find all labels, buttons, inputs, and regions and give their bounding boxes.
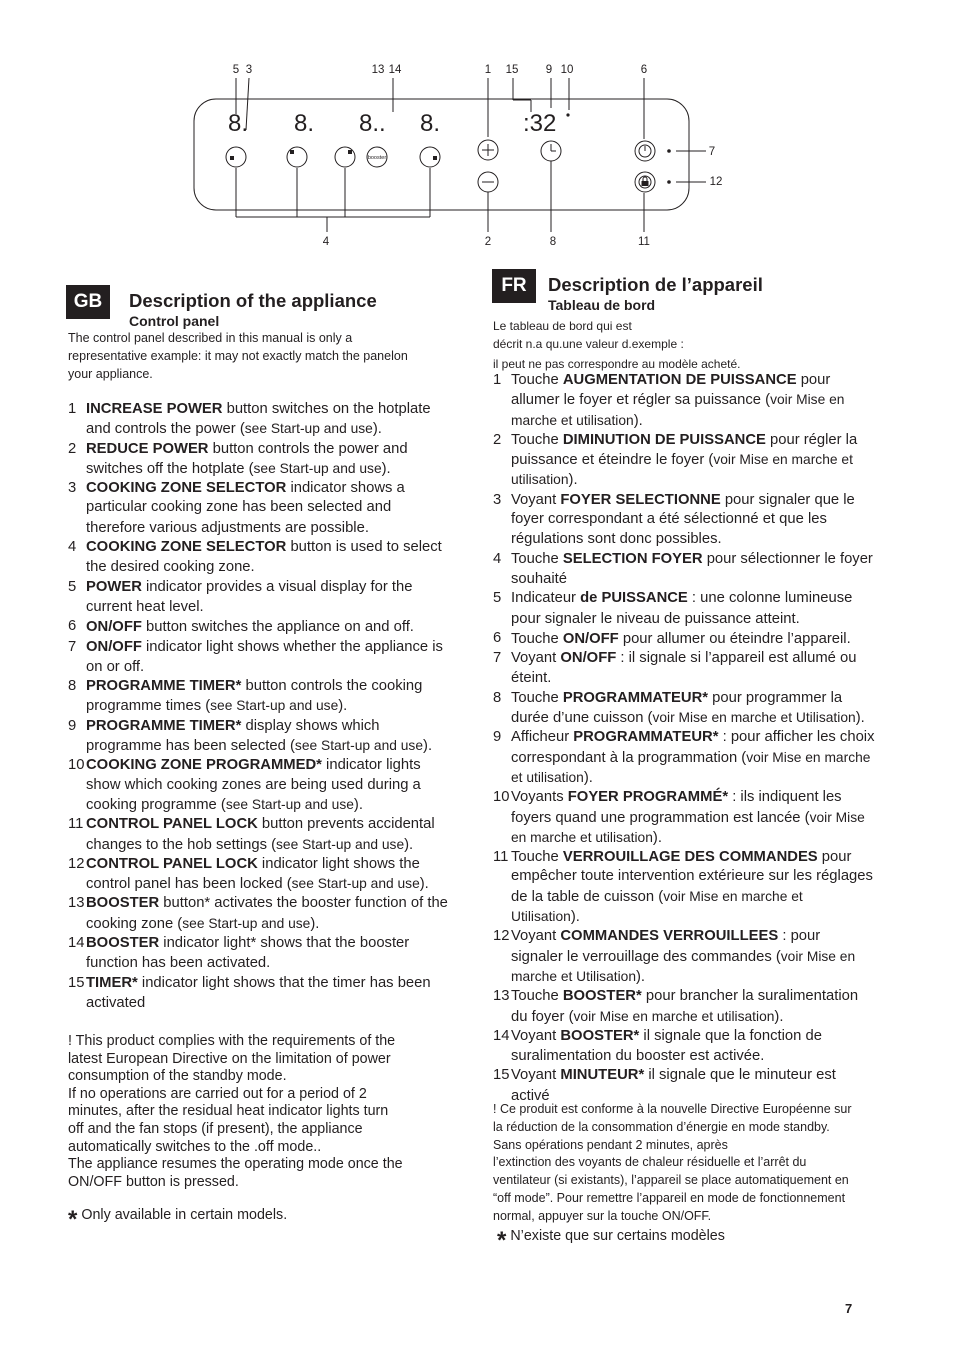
feature-item	[493, 927, 875, 987]
feature-item	[68, 479, 448, 538]
feature-number: 15	[68, 974, 85, 991]
feature-number: 5	[493, 590, 502, 607]
gb-footnote-text: Only available in certain models.	[81, 1207, 288, 1223]
gb-standby-note	[68, 1033, 448, 1191]
feature-bold: VERROUILLAGE DES COMMANDES	[562, 849, 818, 866]
feature-item	[493, 848, 875, 927]
feature-text	[86, 895, 448, 931]
feature-text: pour sélectionner le foyer souhaité	[511, 550, 873, 587]
feature-bold: DIMINUTION DE PUISSANCE	[562, 431, 766, 448]
lock-indicator	[667, 180, 671, 184]
feature-number: 2	[493, 431, 502, 448]
gb-note-line: The appliance resumes the operating mode once the	[68, 1156, 403, 1173]
gb-subtitle: Control panel	[129, 313, 220, 329]
feature-end: ).	[338, 698, 348, 715]
control-panel-diagram	[0, 0, 954, 260]
feature-text: pour programmer la durée d’une cuisson (	[511, 689, 843, 727]
feature-item	[68, 440, 448, 480]
callout-7: 7	[708, 146, 716, 158]
gb-note-line: off and the fan stops (if present), the appliance	[68, 1120, 363, 1137]
feature-text	[511, 729, 874, 786]
panel-outline	[194, 99, 689, 210]
feature-text	[511, 1067, 836, 1103]
feature-bold: ON/OFF	[86, 638, 142, 655]
feature-ref: voir Mise en marche et Utilisation	[511, 888, 803, 925]
callout-9: 9	[545, 64, 553, 76]
feature-bold: FOYER SELECTIONNE	[560, 491, 721, 508]
feature-text: button switches the appliance on and off.	[141, 619, 414, 636]
gb-note-line: latest European Directive on the limitation of power	[68, 1050, 391, 1067]
feature-pre: Touche	[511, 431, 563, 448]
feature-bold: CONTROL PANEL LOCK	[86, 855, 258, 872]
page-number: 7	[845, 1301, 853, 1316]
fr-note-line: l’extinction des voyants de chaleur résiduelle et l’arrêt du	[493, 1155, 807, 1170]
feature-item	[68, 717, 448, 757]
feature-end: ).	[423, 738, 433, 755]
feature-text	[511, 631, 851, 647]
feature-end: ).	[570, 909, 580, 926]
fr-language-badge: FR	[492, 269, 536, 303]
power-digit-3: 8..	[359, 110, 386, 137]
gb-title: Description of the appliance	[129, 290, 377, 311]
feature-pre: Touche	[511, 550, 563, 567]
feature-pre: Voyant	[511, 650, 561, 667]
feature-text	[86, 619, 414, 635]
feature-pre: Touche	[511, 372, 563, 388]
callout-2: 2	[484, 236, 492, 248]
feature-bold: AUGMENTATION DE PUISSANCE	[562, 372, 797, 388]
feature-text	[511, 789, 865, 846]
fr-intro-line: décrit n.a qu.une valeur d.exemple :	[493, 336, 684, 351]
asterisk-symbol: *	[497, 1227, 507, 1254]
feature-item	[68, 974, 448, 1014]
fr-subtitle: Tableau de bord	[548, 297, 656, 313]
feature-bold: BOOSTER	[86, 935, 160, 952]
feature-pre: Touche	[511, 630, 563, 647]
feature-bold: PROGRAMMATEUR*	[573, 729, 719, 746]
feature-text	[511, 849, 873, 925]
feature-pre: Touche	[511, 988, 563, 1005]
feature-text: pour empêcher toute intervention extérieure sur les réglages de la table de cuisson (	[511, 849, 873, 905]
feature-text: button controls the cooking programme times (	[86, 678, 423, 715]
feature-item	[68, 677, 448, 717]
feature-text	[86, 579, 413, 615]
gb-note-line: ON/OFF button is pressed.	[68, 1173, 239, 1190]
feature-number: 11	[68, 816, 84, 833]
callout-13: 13	[371, 64, 385, 76]
feature-text	[86, 480, 405, 536]
gb-intro-line: representative example: it may not exactly match the panelon	[68, 349, 408, 363]
callout-3: 3	[245, 64, 253, 76]
feature-bold: ON/OFF	[86, 619, 142, 636]
feature-text	[511, 1028, 822, 1064]
feature-text: display shows which programme has been selected (	[86, 717, 380, 755]
feature-ref: voir Mise en marche et Utilisation	[511, 948, 856, 984]
feature-number: 2	[68, 440, 77, 457]
feature-number: 5	[68, 578, 77, 595]
feature-text: pour signaler que le foyer correspondant a été sélectionné et que les régulations sont donc possibles.	[511, 491, 855, 548]
feature-item	[68, 638, 448, 678]
feature-number: 14	[68, 935, 85, 952]
callout-15: 15	[505, 64, 519, 76]
booster-label: booster	[367, 155, 387, 161]
feature-bold: SELECTION FOYER	[562, 550, 703, 567]
gb-note-line: consumption of the standby mode.	[68, 1068, 287, 1085]
feature-item	[493, 689, 875, 729]
fr-note-line: “off mode”. Pour remettre l’appareil en mode de fonctionnement	[493, 1190, 846, 1205]
fr-intro	[493, 318, 873, 374]
feature-pre: Afficheur	[511, 729, 574, 746]
feature-bold: POWER	[86, 578, 142, 595]
feature-item	[493, 728, 875, 788]
feature-text: indicator light shows whether the appliance is on or off.	[86, 638, 443, 675]
feature-item	[68, 855, 448, 895]
feature-text	[86, 639, 443, 675]
feature-end: ).	[381, 460, 391, 477]
feature-end: ).	[855, 710, 865, 727]
feature-ref: see Start-up and use	[276, 836, 405, 852]
callout-10: 10	[560, 64, 574, 76]
gb-note-line: ! This product complies with the requirements of the	[68, 1033, 396, 1049]
feature-text	[86, 441, 408, 477]
feature-text: indicator light* shows that the booster function has been activated.	[86, 935, 410, 972]
feature-ref: see Start-up and use	[291, 876, 420, 892]
feature-text	[511, 650, 856, 686]
feature-text: pour allumer le foyer et régler sa puissance (	[511, 372, 831, 409]
feature-text	[86, 401, 431, 437]
feature-bold: FOYER PROGRAMMÉ*	[567, 789, 729, 806]
feature-bold: COOKING ZONE SELECTOR	[86, 480, 287, 497]
feature-bold: ON/OFF	[562, 630, 619, 647]
gb-footnote	[68, 1206, 287, 1234]
feature-text	[511, 928, 855, 985]
fr-note-line: Sans opérations pendant 2 minutes, après	[493, 1137, 728, 1152]
feature-bold: BOOSTER	[86, 895, 160, 912]
feature-bold: ON/OFF	[560, 650, 617, 667]
feature-pre: Touche	[511, 849, 563, 866]
feature-number: 8	[493, 689, 502, 706]
timer-display: :32	[523, 110, 557, 137]
feature-item	[493, 1027, 875, 1067]
feature-bold: PROGRAMME TIMER*	[86, 678, 242, 695]
feature-text	[511, 372, 844, 429]
feature-text	[86, 975, 431, 1011]
feature-number: 9	[68, 717, 77, 734]
feature-number: 10	[68, 757, 85, 774]
callout-14: 14	[388, 64, 402, 76]
feature-text: : une colonne lumineuse pour signaler le niveau de puissance atteint.	[511, 590, 853, 627]
feature-item	[68, 894, 448, 934]
callout-1: 1	[484, 64, 492, 76]
feature-ref: see Start-up and use	[253, 460, 382, 476]
feature-text	[511, 690, 865, 726]
fr-note-line: normal, appuyer sur la touche ON/OFF.	[493, 1208, 712, 1223]
fr-note-line: ventilateur (si existants), l’appareil se place automatiquement en	[493, 1173, 849, 1188]
callout-6: 6	[640, 64, 648, 76]
feature-bold: PROGRAMMATEUR*	[562, 689, 709, 706]
feature-text: : pour afficher les choix correspondant à la programmation (	[511, 729, 875, 766]
feature-text	[511, 590, 852, 626]
power-digit-2: 8.	[294, 110, 315, 137]
feature-text	[86, 539, 442, 575]
feature-bold: COOKING ZONE PROGRAMMED*	[86, 757, 322, 774]
feature-text	[86, 856, 429, 892]
feature-pre: Voyant	[511, 928, 561, 945]
feature-ref: see Start-up and use	[182, 915, 311, 931]
feature-number: 6	[493, 629, 502, 646]
feature-end: ).	[633, 412, 643, 429]
feature-text	[86, 678, 422, 714]
feature-text: indicator provides a visual display for the current heat level.	[86, 578, 413, 615]
feature-number: 3	[493, 491, 502, 508]
feature-number: 14	[493, 1027, 510, 1044]
gb-feature-list	[68, 400, 448, 1013]
feature-text: pour allumer ou éteindre l’appareil.	[618, 630, 851, 647]
feature-number: 4	[493, 550, 502, 567]
feature-pre: Voyant	[511, 1027, 561, 1044]
feature-text: button prevents accidental changes to the hob settings (	[86, 816, 435, 853]
feature-ref: voir Mise en marche et utilisation	[511, 749, 871, 785]
feature-text: : il signale si l’appareil est allumé ou éteint.	[511, 650, 857, 687]
feature-end: ).	[583, 769, 593, 786]
feature-number: 11	[493, 849, 509, 866]
feature-text: : ils indiquent les foyers quand une programmation est lancée (	[511, 789, 842, 826]
fr-title: Description de l’appareil	[548, 274, 763, 295]
feature-item	[68, 815, 448, 855]
feature-item	[68, 934, 448, 974]
feature-pre: Voyants	[511, 789, 568, 806]
feature-end: ).	[568, 472, 578, 489]
feature-item	[68, 756, 448, 815]
feature-number: 8	[68, 678, 77, 695]
feature-text	[86, 816, 435, 852]
feature-item	[68, 578, 448, 618]
feature-pre: Voyant	[511, 491, 561, 508]
zone-selector-button-1[interactable]	[226, 147, 246, 167]
callout-11: 11	[638, 236, 650, 248]
feature-end: ).	[353, 796, 363, 813]
fr-footnote	[497, 1227, 725, 1255]
feature-text: pour brancher la suralimentation du foyer (	[511, 988, 859, 1025]
feature-bold: de PUISSANCE	[580, 590, 688, 607]
feature-text: indicator light shows that the timer has been activated	[86, 974, 431, 1011]
feature-text: il signale que la fonction de suralimentation du booster est activée.	[511, 1027, 822, 1065]
feature-ref: voir Mise en marche et utilisation	[511, 452, 853, 488]
feature-text	[86, 718, 432, 754]
feature-number: 12	[493, 928, 510, 945]
feature-number: 10	[493, 789, 510, 806]
feature-item	[493, 431, 875, 491]
feature-number: 1	[493, 372, 502, 388]
feature-ref: see Start-up and use	[225, 796, 354, 812]
feature-text: button switches on the hotplate and controls the power (	[86, 401, 431, 438]
feature-ref: see Start-up and use	[210, 698, 339, 714]
gb-note-line: minutes, after the residual heat indicator lights turn	[68, 1103, 389, 1120]
feature-ref: see Start-up and use	[294, 738, 424, 754]
feature-bold: COMMANDES VERROUILLEES	[560, 928, 779, 945]
feature-text: indicator light shows the control panel has been locked (	[86, 855, 420, 893]
feature-number: 1	[68, 401, 77, 417]
fr-note-line: ! Ce produit est conforme à la nouvelle Directive Européenne sur	[493, 1102, 852, 1116]
feature-end: ).	[419, 876, 429, 893]
gb-intro	[68, 329, 448, 383]
feature-bold: BOOSTER*	[562, 988, 642, 1005]
feature-text: il signale que le minuteur est activé	[511, 1067, 836, 1104]
feature-number: 13	[68, 895, 85, 912]
feature-ref: voir Mise en marche et utilisation	[511, 809, 865, 845]
feature-item	[493, 550, 875, 590]
fr-note-line: la réduction de la consommation d’énergie en mode standby.	[493, 1119, 830, 1134]
feature-text	[511, 432, 857, 489]
fr-intro-line: Le tableau de bord qui est	[493, 319, 632, 333]
feature-bold: TIMER*	[86, 974, 138, 991]
feature-item	[493, 629, 875, 649]
feature-end: ).	[652, 829, 662, 846]
feature-ref: voir Mise en marche et utilisation	[573, 1008, 775, 1024]
feature-ref: see Start-up and use	[244, 421, 373, 437]
feature-number: 9	[493, 729, 502, 746]
callout-8: 8	[549, 236, 557, 248]
callout-5: 5	[232, 64, 240, 76]
feature-pre: Voyant	[511, 1067, 561, 1084]
callout-12: 12	[709, 176, 723, 188]
feature-text: button* activates the booster function of the cooking zone (	[86, 895, 448, 932]
feature-text: : pour signaler le verrouillage des commandes (	[511, 928, 821, 965]
feature-ref: voir Mise en marche et Utilisation	[652, 710, 856, 726]
feature-text: pour régler la puissance et éteindre le foyer (	[511, 431, 858, 469]
power-digit-1: 8.	[228, 110, 249, 137]
feature-bold: REDUCE POWER	[86, 440, 209, 457]
fr-standby-note	[493, 1101, 878, 1226]
callout-4: 4	[322, 236, 330, 248]
fr-footnote-text: N’existe que sur certains modèles	[510, 1228, 725, 1244]
feature-item	[493, 788, 875, 848]
feature-text	[511, 551, 873, 587]
feature-text: button is used to select the desired cooking zone.	[86, 539, 442, 576]
feature-text	[86, 935, 409, 971]
gb-intro-line: your appliance.	[68, 367, 153, 381]
fr-feature-list	[493, 371, 875, 1106]
feature-bold: BOOSTER*	[560, 1027, 640, 1044]
feature-text	[86, 757, 421, 813]
feature-text: indicator shows a particular cooking zone has been selected and therefore various adjustments are possible.	[86, 480, 405, 536]
feature-number: 13	[493, 988, 510, 1005]
feature-item	[493, 649, 875, 689]
feature-item	[493, 491, 875, 550]
feature-number: 15	[493, 1067, 510, 1084]
gb-note-line: automatically switches to the .off mode..	[68, 1138, 322, 1155]
feature-number: 6	[68, 618, 77, 635]
gb-language-badge: GB	[66, 285, 110, 319]
feature-item	[493, 987, 875, 1027]
feature-item	[68, 400, 448, 440]
feature-text: indicator lights show which cooking zones are being used during a cooking programme (	[86, 757, 421, 813]
on-off-indicator	[667, 149, 671, 153]
feature-number: 12	[68, 855, 85, 872]
feature-item	[493, 371, 875, 431]
feature-item	[493, 589, 875, 629]
feature-end: ).	[636, 968, 646, 985]
feature-end: ).	[774, 1008, 784, 1025]
feature-end: ).	[310, 915, 320, 932]
feature-end: ).	[372, 421, 382, 438]
feature-text	[511, 988, 858, 1024]
feature-item	[68, 538, 448, 578]
power-digit-4: 8.	[420, 110, 441, 137]
feature-bold: MINUTEUR*	[560, 1067, 645, 1084]
feature-text	[511, 492, 855, 548]
gb-note-line: If no operations are carried out for a period of 2	[68, 1085, 367, 1102]
feature-bold: PROGRAMME TIMER*	[86, 717, 242, 734]
fr-intro-line: il peut ne pas correspondre au modèle acheté.	[493, 357, 741, 371]
feature-ref: voir Mise en marche et utilisation	[511, 392, 845, 428]
feature-bold: INCREASE POWER	[86, 401, 223, 417]
feature-end: ).	[404, 836, 414, 853]
gb-intro-line: The control panel described in this manual is only a	[68, 331, 353, 345]
feature-text: button controls the power and switches off the hotplate (	[86, 440, 408, 477]
feature-bold: CONTROL PANEL LOCK	[86, 816, 258, 833]
feature-pre: Touche	[511, 689, 563, 706]
feature-number: 7	[68, 638, 77, 655]
asterisk-symbol: *	[68, 1206, 78, 1233]
feature-number: 7	[493, 650, 502, 667]
feature-number: 4	[68, 539, 77, 556]
feature-item	[68, 617, 448, 637]
feature-pre: Indicateur	[511, 590, 581, 607]
feature-bold: COOKING ZONE SELECTOR	[86, 539, 287, 556]
lock-icon	[642, 181, 649, 186]
feature-number: 3	[68, 480, 77, 497]
